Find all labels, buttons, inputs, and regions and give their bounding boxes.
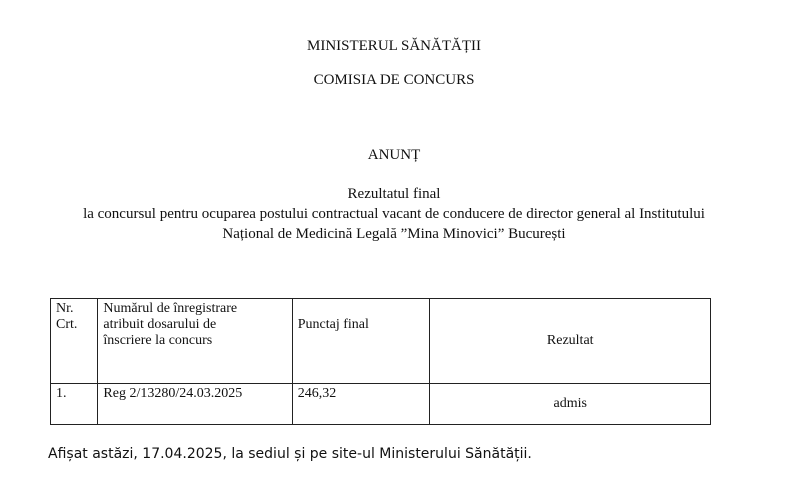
commission-heading: COMISIA DE CONCURS [313,72,475,88]
header-nr-crt: Nr. Crt. [51,299,98,384]
row-final-score: 246,32 [292,384,430,425]
result-title: Rezultatul final [347,186,441,202]
table-header-row [51,299,711,384]
announcement-title: ANUNȚ [367,147,421,163]
table-row [51,384,711,425]
row-registration-number: Reg 2/13280/24.03.2025 [98,384,292,425]
header-registration-number: Numărul de înregistrare atribuit dosarului de înscriere la concurs [98,299,292,384]
header-result: Rezultat [430,299,711,384]
results-table [50,298,711,425]
row-nr: 1. [51,384,98,425]
announcement-subtitle-line-2: Național de Medicină Legală ”Mina Minovici” București [222,226,566,242]
header-final-score: Punctaj final [292,299,430,384]
posting-notice: Afișat astăzi, 17.04.2025, la sediul și pe site-ul Ministerului Sănătății. [48,446,532,462]
ministry-heading: MINISTERUL SĂNĂTĂȚII [306,38,481,54]
announcement-subtitle-line-1: la concursul pentru ocuparea postului contractual vacant de conducere de director general al Institutului [83,206,705,222]
row-result: admis [430,384,711,425]
